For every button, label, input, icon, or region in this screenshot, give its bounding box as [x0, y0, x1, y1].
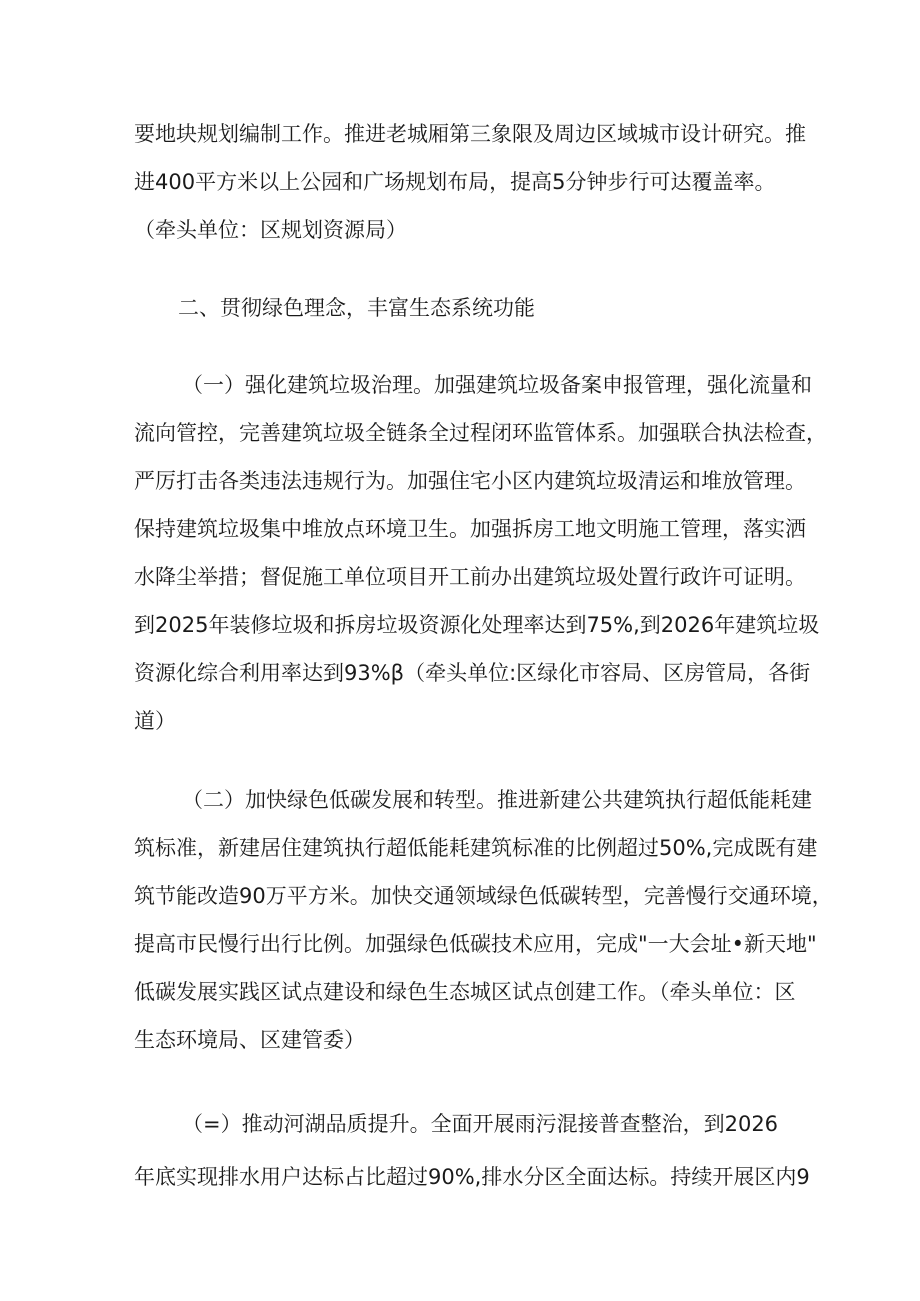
section-heading: 二、贯彻绿色理念，丰富生态系统功能 — [178, 296, 535, 320]
item3-line-2: 年底实现排水用户达标占比超过90%,排水分区全面达标。持续开展区内9 — [134, 1165, 810, 1189]
item2-line-3: 筑节能改造90万平方米。加快交通领域绿色低碳转型，完善慢行交通环境， — [134, 884, 833, 908]
item2-line-4: 提高市民慢行出行比例。加强绿色低碳技术应用，完成"一大会址•新天地" — [134, 932, 817, 956]
intro-line-1: 要地块规划编制工作。推进老城厢第三象限及周边区域城市设计研究。推 — [134, 122, 806, 146]
item2-line-1: （二）加快绿色低碳发展和转型。推进新建公共建筑执行超低能耗建 — [182, 788, 812, 812]
intro-line-3: （牵头单位：区规划资源局） — [134, 218, 407, 242]
item1-line-5: 水降尘举措；督促施工单位项目开工前办出建筑垃圾处置行政许可证明。 — [134, 565, 806, 589]
item3-line-1: （=）推动河湖品质提升。全面开展雨污混接普查整治，到2026 — [182, 1112, 779, 1136]
intro-line-2: 进400平方米以上公园和广场规划布局，提高5分钟步行可达覆盖率。 — [134, 170, 776, 194]
item1-line-1: （一）强化建筑垃圾治理。加强建筑垃圾备案申报管理，强化流量和 — [182, 373, 812, 397]
item1-line-7: 资源化综合利用率达到93%β（牵头单位:区绿化市容局、区房管局，各街 — [134, 661, 811, 685]
item1-line-4: 保持建筑垃圾集中堆放点环境卫生。加强拆房工地文明施工管理，落实洒 — [134, 517, 806, 541]
item1-line-8: 道） — [134, 709, 176, 733]
item1-line-2: 流向管控，完善建筑垃圾全链条全过程闭环监管体系。加强联合执法检查， — [134, 421, 827, 445]
item1-line-3: 严厉打击各类违法违规行为。加强住宅小区内建筑垃圾清运和堆放管理。 — [134, 469, 806, 493]
item2-line-2: 筑标准，新建居住建筑执行超低能耗建筑标准的比例超过50%,完成既有建 — [134, 836, 818, 860]
item2-line-6: 生态环境局、区建管委） — [134, 1028, 365, 1052]
item1-line-6: 到2025年装修垃圾和拆房垃圾资源化处理率达到75%,到2026年建筑垃圾 — [134, 613, 820, 637]
item2-line-5: 低碳发展实践区试点建设和绿色生态城区试点创建工作。（牵头单位：区 — [134, 980, 796, 1004]
